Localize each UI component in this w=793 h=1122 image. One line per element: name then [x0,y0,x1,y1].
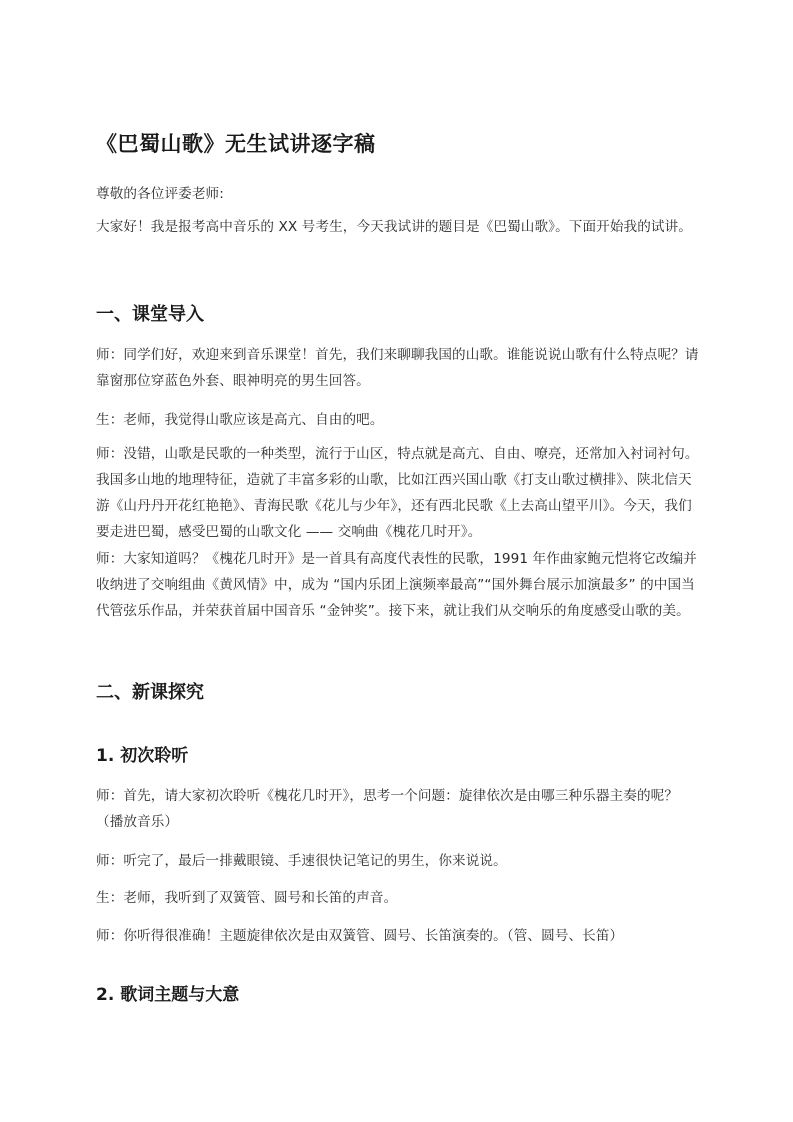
paragraph-teacher-background: 师：大家知道吗？《槐花几时开》是一首具有高度代表性的民歌，1991 年作曲家鲍元恺将它改编并收纳进了交响组曲《黄风情》中，成为 “国内乐团上演频率最高”“国外舞台展示加演最多” 的中国当代管弦乐作品，并荣获首届中国音乐 “金钟奖”。接下来，就让我们从交响乐的角度感受山歌的美。 [96,551,697,619]
paragraph-teacher-call: 师：听完了，最后一排戴眼镜、手速很快记笔记的男生，你来说说。 [96,853,507,869]
intro-paragraph: 大家好！我是报考高中音乐的 XX 号考生，今天我试讲的题目是《巴蜀山歌》。下面开始我的试讲。 [96,219,693,235]
subsection-heading-lyrics: 2. 歌词主题与大意 [96,985,240,1005]
paragraph-student-instruments: 生：老师，我听到了双簧管、圆号和长笛的声音。 [96,890,398,906]
section-heading-new-lesson: 二、新课探究 [96,682,204,703]
paragraph-teacher-confirm: 师：你听得很准确！主题旋律依次是由双簧管、圆号、长笛演奏的。（管、圆号、长笛） [96,928,624,944]
paragraph-student-answer: 生：老师，我觉得山歌应该是高亢、自由的吧。 [96,412,384,428]
paragraph-teacher-greeting: 师：同学们好，欢迎来到音乐课堂！首先，我们来聊聊我国的山歌。谁能说说山歌有什么特点呢？请靠窗那位穿蓝色外套、眼神明亮的男生回答。 [96,347,699,389]
document-title: 《巴蜀山歌》无生试讲逐字稿 [96,132,376,156]
paragraph-teacher-explanation: 师：没错，山歌是民歌的一种类型，流行于山区，特点就是高亢、自由、嘹亮，还常加入衬词衬句。我国多山地的地理特征，造就了丰富多彩的山歌，比如江西兴国山歌《打支山歌过横排》、陕北信天游《山丹丹开花红艳艳》、青海民歌《花儿与少年》，还有西北民歌《上去高山望平川》。今天，我们要走进巴蜀，感受巴蜀的山歌文化 —— 交响曲《槐花几时开》。 [96,446,699,540]
subsection-heading-first-listen: 1. 初次聆听 [96,746,189,766]
salutation: 尊敬的各位评委老师: [96,186,224,202]
section-heading-intro: 一、课堂导入 [96,304,204,325]
paragraph-listen-instruction: 师：首先，请大家初次聆听《槐花几时开》，思考一个问题：旋律依次是由哪三种乐器主奏的呢？（播放音乐） [96,788,679,830]
